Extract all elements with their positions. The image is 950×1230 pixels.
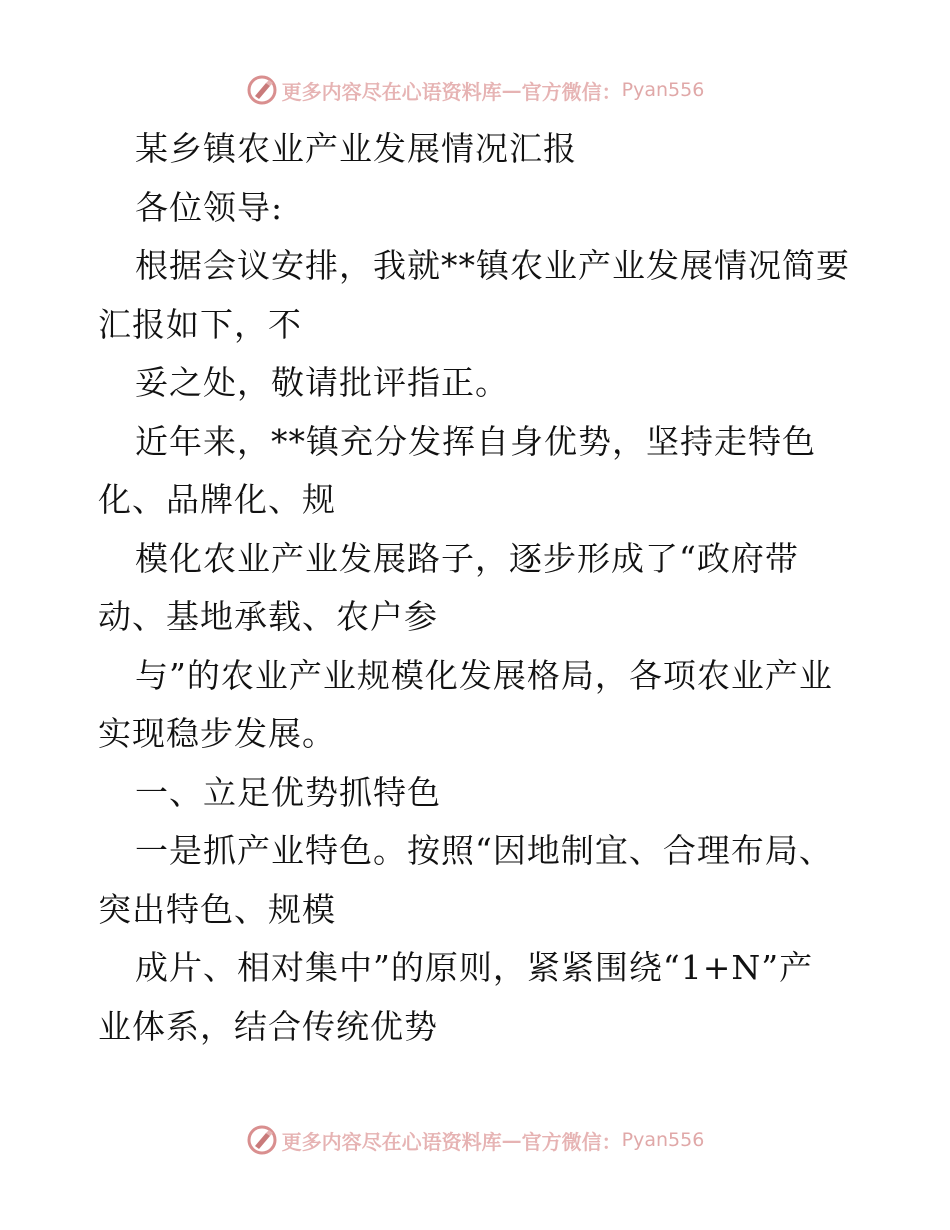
paragraph-line: 动、基地承载、农户参 [98,597,438,636]
watermark-ad-text: 更多内容尽在心语资料库 [281,1129,502,1154]
paragraph-line: 成片、相对集中”的原则，紧紧围绕“1+N”产 [135,948,814,987]
watermark-ad-text: 更多内容尽在心语资料库 [281,79,502,104]
header-watermark-banner [0,70,950,110]
paragraph-line: 实现稳步发展。 [98,714,336,753]
pen-circle-icon [246,1124,278,1156]
paragraph-line: 妥之处，敬请批评指正。 [135,363,509,402]
paragraph-line: 与”的农业产业规模化发展格局，各项农业产业 [135,655,833,695]
watermark-wechat-label: 官方微信： [521,79,622,104]
watermark-dash: — [501,1128,522,1152]
paragraph-line: 业体系，结合传统优势 [98,1006,438,1046]
footer-watermark-banner [0,1120,950,1160]
watermark-wechat-id: Pyan556 [621,79,705,101]
paragraph-line: 一是抓产业特色。按照“因地制宜、合理布局、 [135,831,833,870]
document-body [98,120,858,1056]
paragraph-line: 根据会议安排，我就**镇农业产业发展情况简要 [135,246,850,285]
watermark-dash: — [501,78,522,102]
watermark-wechat-id: Pyan556 [621,1129,705,1151]
paragraph-line: 近年来，**镇充分发挥自身优势，坚持走特色 [135,421,816,461]
paragraph-line: 模化农业产业发展路子，逐步形成了“政府带 [135,538,799,578]
salutation: 各位领导: [135,187,284,227]
watermark-wechat-label: 官方微信： [521,1129,622,1154]
paragraph-line: 突出特色、规模 [98,889,336,929]
section-heading: 一、立足优势抓特色 [135,772,441,812]
paragraph-line: 化、品牌化、规 [98,480,336,519]
document-title: 某乡镇农业产业发展情况汇报 [135,129,577,168]
paragraph-line: 汇报如下，不 [98,304,302,344]
pen-circle-icon [246,74,278,106]
